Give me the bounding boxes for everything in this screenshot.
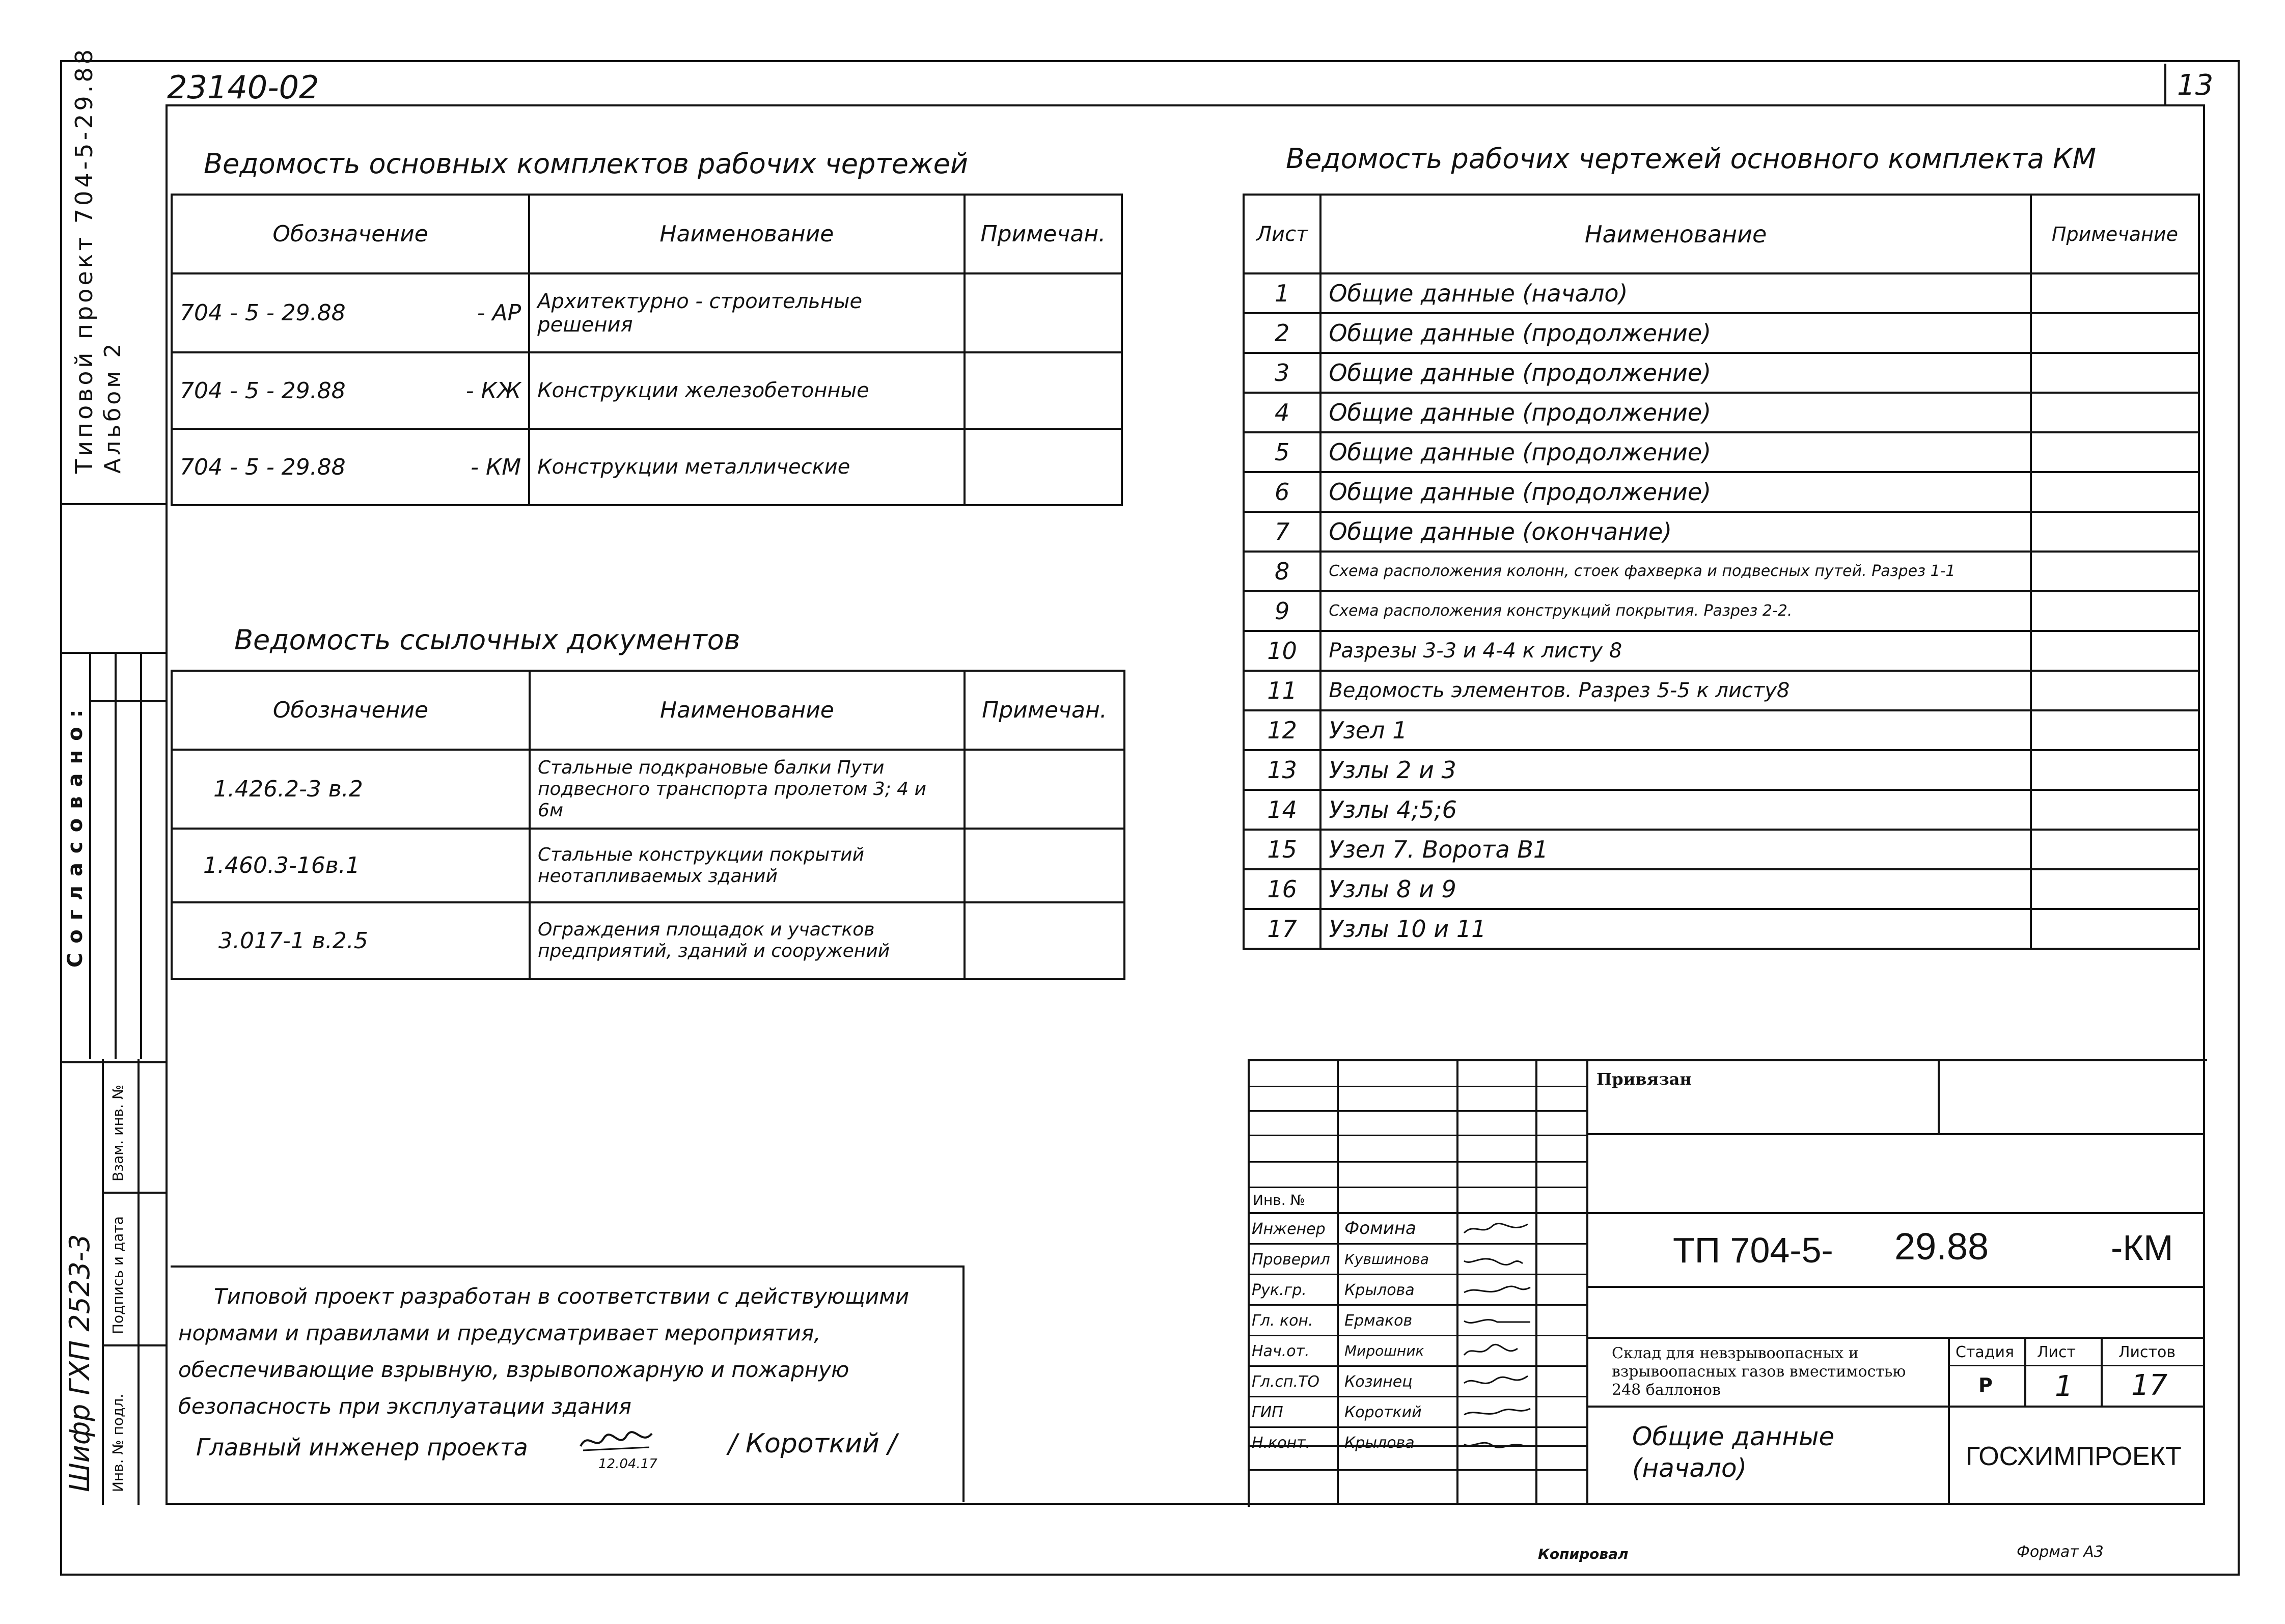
main-sets-header-note: Примечан. [965,195,1122,273]
signature-scribble-icon [1462,1312,1533,1329]
km-note [2031,273,2199,313]
staff-grid-hline [1248,1161,1586,1163]
sheets-label: Листов [2118,1343,2176,1361]
staff-row [1248,1428,1586,1457]
format-label: Формат А3 [2017,1543,2104,1561]
km-note [2031,591,2199,631]
main-sets-code-cell [172,429,529,505]
staff-grid-hline [1248,1135,1586,1136]
km-name: Схема расположения колонн, стоек фахверка и подвесных путей. Разрез 1-1 [1320,552,2031,591]
desc-top-line [1586,1337,2205,1339]
chief-engineer-signature [578,1426,654,1456]
staff-signature [1462,1342,1533,1362]
agreed-inner-line-1 [89,652,91,1059]
main-sets-code: 704 - 5 - 29.88 [180,377,346,404]
main-sets-title: Ведомость основных комплектов рабочих чертежей [204,148,968,180]
staff-role: Гл.сп.ТО [1252,1373,1320,1391]
km-sheet: 3 [1244,353,1320,393]
page-number: 13 [2177,69,2214,102]
sheet-title: Общие данные (начало) [1632,1422,1835,1483]
staff-row [1248,1245,1586,1275]
km-sheet: 14 [1244,790,1320,830]
table-row [1244,273,2199,313]
km-name: Узлы 4;5;6 [1320,790,2031,830]
table-row [1244,472,2199,512]
stage-value: Р [1978,1374,1993,1396]
signature-scribble-icon [1462,1373,1533,1390]
km-name: Узел 7. Ворота В1 [1320,830,2031,869]
km-note [2031,393,2199,432]
km-note [2031,353,2199,393]
main-sets-suffix: - АР [477,300,521,326]
km-header-note: Примечание [2031,195,2199,273]
object-desc: Склад для невзрывоопасных и взрывоопасных газов вместимостью 248 баллонов [1612,1344,1906,1399]
table-row [1244,393,2199,432]
stage-col-2 [2101,1337,2103,1406]
staff-role: Нач.от. [1252,1342,1310,1360]
km-sheet: 6 [1244,472,1320,512]
km-note [2031,830,2199,869]
staff-grid-vline-4 [1586,1059,1588,1505]
margin-cell-divider-2 [102,1344,166,1346]
bound-cell-bottom [1586,1133,2205,1135]
staff-name: Козинец [1344,1373,1413,1391]
staff-signature [1462,1403,1533,1423]
staff-name: Короткий [1344,1403,1422,1421]
staff-signature [1462,1434,1533,1453]
margin-cell-sign-date: Подпись и дата [109,1216,126,1334]
km-name: Общие данные (продолжение) [1320,432,2031,472]
ref-docs-name: Ограждения площадок и участков предприятий, зданий и сооружений [530,902,965,979]
project-row-bottom [1586,1286,2205,1288]
km-drawings-table [1243,194,2200,950]
desc-stage-divider [1948,1337,1950,1505]
km-name: Общие данные (окончание) [1320,512,2031,552]
project-code: ТП 704-5- [1673,1230,1833,1270]
km-name: Ведомость элементов. Разрез 5-5 к листу8 [1320,671,2031,710]
ref-docs-note [965,750,1124,829]
km-note [2031,790,2199,830]
km-sheet: 1 [1244,273,1320,313]
km-header-name: Наименование [1320,195,2031,273]
signature-scribble-icon [1462,1251,1533,1268]
table-row [1244,353,2199,393]
signature-scribble-icon [1462,1220,1533,1237]
km-note [2031,710,2199,750]
margin-cell-replace-inv: Взам. инв. № [109,1084,126,1181]
staff-role: Проверил [1252,1251,1330,1269]
km-note [2031,869,2199,909]
km-name: Схема расположения конструкций покрытия. Разрез 2-2. [1320,591,2031,631]
km-name: Узлы 2 и 3 [1320,750,2031,790]
project-number: 29.88 [1894,1225,1989,1268]
signature-scribble-icon [1462,1434,1533,1451]
ref-docs-header-note: Примечан. [965,671,1124,750]
project-row-top [1586,1212,2205,1214]
km-sheet: 11 [1244,671,1320,710]
table-row [1244,432,2199,472]
ref-docs-header-code: Обозначение [172,671,530,750]
staff-role: Гл. кон. [1252,1312,1313,1330]
table-row [1244,710,2199,750]
km-name: Узлы 8 и 9 [1320,869,2031,909]
staff-row [1248,1214,1586,1245]
table-row [172,750,1124,829]
margin-cell-divider-1 [102,1192,166,1194]
table-row [172,829,1124,902]
table-row [1244,313,2199,353]
ref-docs-title: Ведомость ссылочных документов [234,624,740,656]
bound-cell-divider [1938,1059,1940,1133]
project-suffix: -КМ [2111,1228,2173,1268]
staff-row [1248,1397,1586,1428]
inv-label: Инв. № [1253,1192,1305,1208]
ref-docs-code: 1.460.3-16в.1 [172,829,530,902]
km-name: Общие данные (продолжение) [1320,393,2031,432]
staff-role: Н.конт. [1252,1434,1311,1452]
agreed-top-row [89,700,166,702]
table-row [1244,512,2199,552]
km-sheet: 13 [1244,750,1320,790]
cipher-column-line [102,1059,104,1505]
staff-grid-hline [1248,1086,1586,1087]
main-sets-note [965,352,1122,429]
table-row [1244,869,2199,909]
km-note [2031,472,2199,512]
staff-signature [1462,1281,1533,1301]
km-name: Узлы 10 и 11 [1320,909,2031,949]
sheets-value: 17 [2131,1369,2168,1402]
stage-label: Стадия [1956,1343,2015,1361]
km-note [2031,552,2199,591]
staff-name: Крылова [1344,1281,1415,1299]
main-sets-suffix: - КЖ [465,377,521,404]
staff-role: ГИП [1252,1403,1283,1421]
signature-scribble-icon [578,1426,654,1456]
table-row [1244,830,2199,869]
main-sets-code-cell [172,352,529,429]
stage-col-1 [2024,1337,2026,1406]
km-note [2031,671,2199,710]
staff-signature [1462,1312,1533,1331]
main-sets-note [965,429,1122,505]
table-row [172,273,1122,352]
ref-docs-code: 3.017-1 в.2.5 [172,902,530,979]
staff-name: Мирошник [1344,1342,1424,1359]
km-note [2031,313,2199,353]
km-name: Общие данные (продолжение) [1320,353,2031,393]
table-row [172,902,1124,979]
km-note [2031,512,2199,552]
km-name: Общие данные (продолжение) [1320,313,2031,353]
km-drawings-title: Ведомость рабочих чертежей основного комплекта КМ [1286,143,2097,175]
km-sheet: 7 [1244,512,1320,552]
km-name: Общие данные (продолжение) [1320,472,2031,512]
staff-row [1248,1275,1586,1306]
table-row [1244,631,2199,671]
table-row [172,352,1122,429]
agreed-inner-line-3 [140,652,142,1059]
ref-docs-note [965,902,1124,979]
ref-docs-table [171,670,1125,980]
project-title: Типовой проект 704-5-29.88 [70,46,98,474]
staff-role: Инженер [1252,1220,1326,1238]
staff-signature [1462,1251,1533,1270]
staff-signature [1462,1220,1533,1240]
signature-line-label: Главный инженер проекта [196,1434,528,1461]
staff-grid-hline [1248,1110,1586,1112]
sheet-label: Лист [2037,1343,2076,1361]
agreed-label: Согласовано: [64,700,87,968]
stage-header-line [1948,1365,2205,1366]
km-note [2031,432,2199,472]
cipher-label: Шифр ГХП 2523-3 [64,1234,96,1492]
staff-row [1248,1336,1586,1367]
desc-row-bottom [1586,1406,2205,1408]
km-sheet: 15 [1244,830,1320,869]
main-sets-name: Конструкции металлические [529,429,964,505]
bound-label: Привязан [1596,1069,1692,1089]
main-sets-table [171,194,1123,506]
km-sheet: 17 [1244,909,1320,949]
km-name: Узел 1 [1320,710,2031,750]
main-sets-code: 704 - 5 - 29.88 [180,454,346,480]
km-name: Общие данные (начало) [1320,273,2031,313]
copied-label: Копировал [1538,1546,1629,1562]
main-sets-suffix: - КМ [471,454,521,480]
main-sets-code: 704 - 5 - 29.88 [180,300,346,326]
km-sheet: 8 [1244,552,1320,591]
statement-text: Типовой проект разработан в соответствии с действующими нормами и правилами и предусматривает мероприятия, обеспечивающие взрывную, взрывопожарную и пожарную безопасность при эксплуатации здания [178,1284,910,1419]
km-sheet: 5 [1244,432,1320,472]
staff-row [1248,1306,1586,1336]
main-sets-code-cell [172,273,529,352]
table-row [1244,750,2199,790]
km-note [2031,750,2199,790]
table-row [1244,790,2199,830]
km-sheet: 9 [1244,591,1320,631]
table-row [172,429,1122,505]
signature-scribble-icon [1462,1342,1533,1360]
doc-code: 23140-02 [167,69,319,106]
staff-grid-hline [1248,1187,1586,1188]
km-sheet: 12 [1244,710,1320,750]
staff-name: Ермаков [1344,1312,1413,1330]
signature-date: 12.04.17 [598,1456,657,1472]
table-row [1244,552,2199,591]
staff-grid-hline [1248,1469,1586,1471]
staff-name: Фомина [1344,1218,1416,1238]
ref-docs-name: Стальные конструкции покрытий неотапливаемых зданий [530,829,965,902]
ref-docs-name: Стальные подкрановые балки Пути подвесного транспорта пролетом 3; 4 и 6м [530,750,965,829]
table-row [1244,909,2199,949]
km-note [2031,631,2199,671]
chief-engineer-name: / Короткий / [728,1428,897,1459]
ref-docs-note [965,829,1124,902]
km-note [2031,909,2199,949]
km-sheet: 16 [1244,869,1320,909]
staff-signature [1462,1373,1533,1392]
staff-row [1248,1367,1586,1397]
agreed-inner-line-2 [115,652,117,1059]
km-name: Разрезы 3-3 и 4-4 к листу 8 [1320,631,2031,671]
km-sheet: 10 [1244,631,1320,671]
signature-scribble-icon [1462,1281,1533,1299]
main-sets-header-code: Обозначение [172,195,529,273]
staff-name: Крылова [1344,1434,1415,1452]
album-label: Альбом 2 [100,340,126,474]
staff-role: Рук.гр. [1252,1281,1307,1299]
margin-cell-inv-orig: Инв. № подл. [109,1393,126,1492]
main-sets-name: Конструкции железобетонные [529,352,964,429]
margin-cell-inner [137,1059,140,1505]
table-row [1244,591,2199,631]
ref-docs-header-name: Наименование [530,671,965,750]
staff-name: Кувшинова [1344,1251,1429,1268]
km-sheet: 4 [1244,393,1320,432]
main-sets-note [965,273,1122,352]
km-sheet: 2 [1244,313,1320,353]
ref-docs-code: 1.426.2-3 в.2 [172,750,530,829]
signature-scribble-icon [1462,1403,1533,1421]
org-name: ГОСХИМПРОЕКТ [1966,1442,2182,1471]
km-header-sheet: Лист [1244,195,1320,273]
sheet-value: 1 [2055,1370,2073,1403]
main-sets-header-name: Наименование [529,195,964,273]
main-sets-name: Архитектурно - строительные решения [529,273,964,352]
staff-list [1248,1214,1586,1457]
table-row [1244,671,2199,710]
